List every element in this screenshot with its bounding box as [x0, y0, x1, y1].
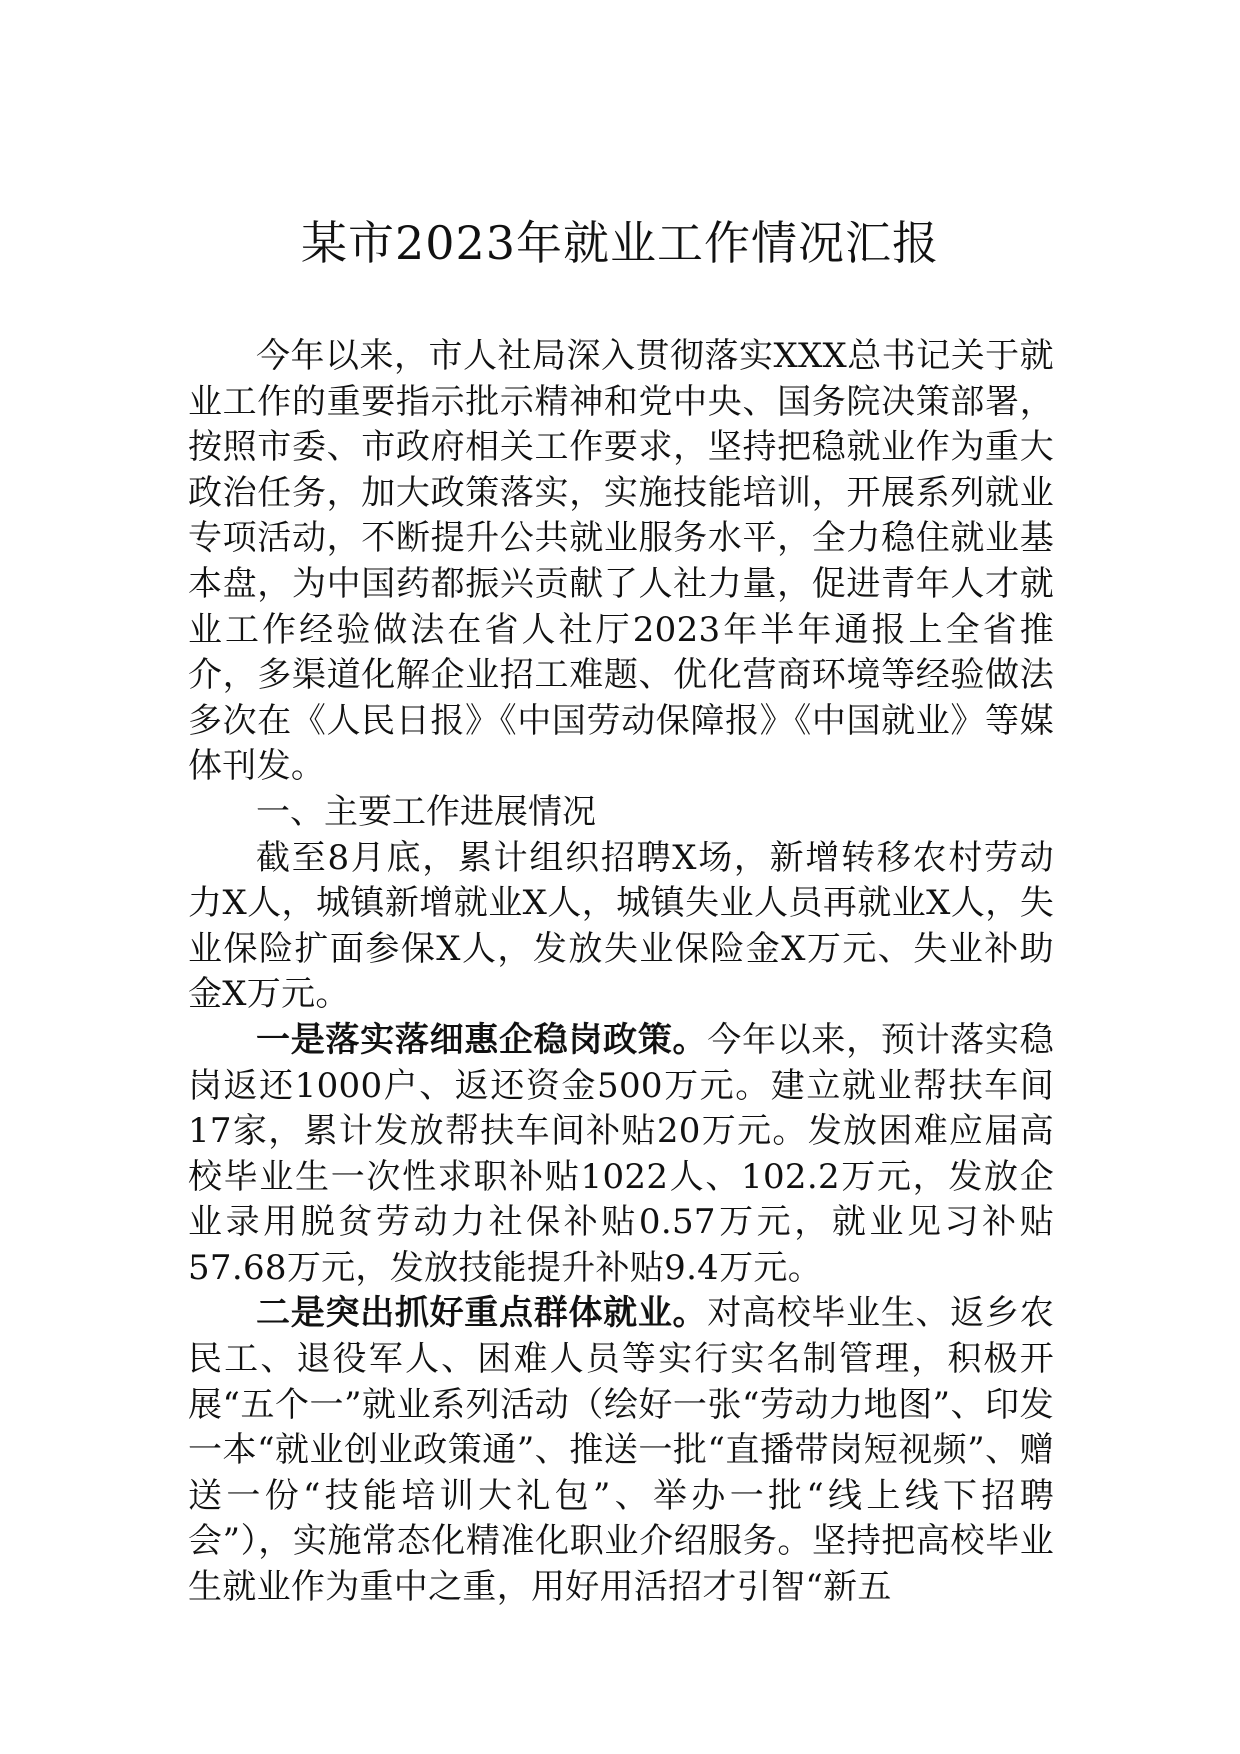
item-lead-1: 一是落实落细惠企稳岗政策。: [256, 1019, 708, 1060]
item-paragraph-1: [188, 1018, 1054, 1292]
item-text-1: 今年以来，预计落实稳岗返还1000户、返还资金500万元。建立就业帮扶车间17家，累计发放帮扶车间补贴20万元。发放困难应届高校毕业生一次性求职补贴1022人、102.2万元，发放企业录用脱贫劳动力社保补贴0.57万元，就业见习补贴57.68万元，发放技能提升补贴9.4万元。: [188, 1019, 1055, 1288]
item-paragraph-2: [188, 1291, 1054, 1610]
document-title: 某市2023年就业工作情况汇报: [300, 216, 940, 270]
item-lead-2: 二是突出抓好重点群体就业。: [256, 1293, 708, 1334]
section-heading: 一、主要工作进展情况: [256, 791, 596, 832]
summary-paragraph: 截至8月底，累计组织招聘X场，新增转移农村劳动力X人，城镇新增就业X人，城镇失业人员再就业X人，失业保险扩面参保X人，发放失业保险金X万元、失业补助金X万元。: [188, 837, 1054, 1015]
intro-paragraph: 今年以来，市人社局深入贯彻落实XXX总书记关于就业工作的重要指示批示精神和党中央、国务院决策部署，按照市委、市政府相关工作要求，坚持把稳就业作为重大政治任务，加大政策落实，实施技能培训，开展系列就业专项活动，不断提升公共就业服务水平，全力稳住就业基本盘，为中国药都振兴贡献了人社力量，促进青年人才就业工作经验做法在省人社厅2023年半年通报上全省推介，多渠道化解企业招工难题、优化营商环境等经验做法多次在《人民日报》《中国劳动保障报》《中国就业》等媒体刊发。: [188, 336, 1054, 787]
item-text-2: 对高校毕业生、返乡农民工、退役军人、困难人员等实行实名制管理，积极开展“五个一”就业系列活动（绘好一张“劳动力地图”、印发一本“就业创业政策通”、推送一批“直播带岗短视频”、赠送一份“技能培训大礼包”、举办一批“线上线下招聘会”），实施常态化精准化职业介绍服务。坚持把高校毕业生就业作为重中之重，用好用活招才引智“新五: [188, 1293, 1055, 1608]
document-body: [188, 334, 1054, 1611]
